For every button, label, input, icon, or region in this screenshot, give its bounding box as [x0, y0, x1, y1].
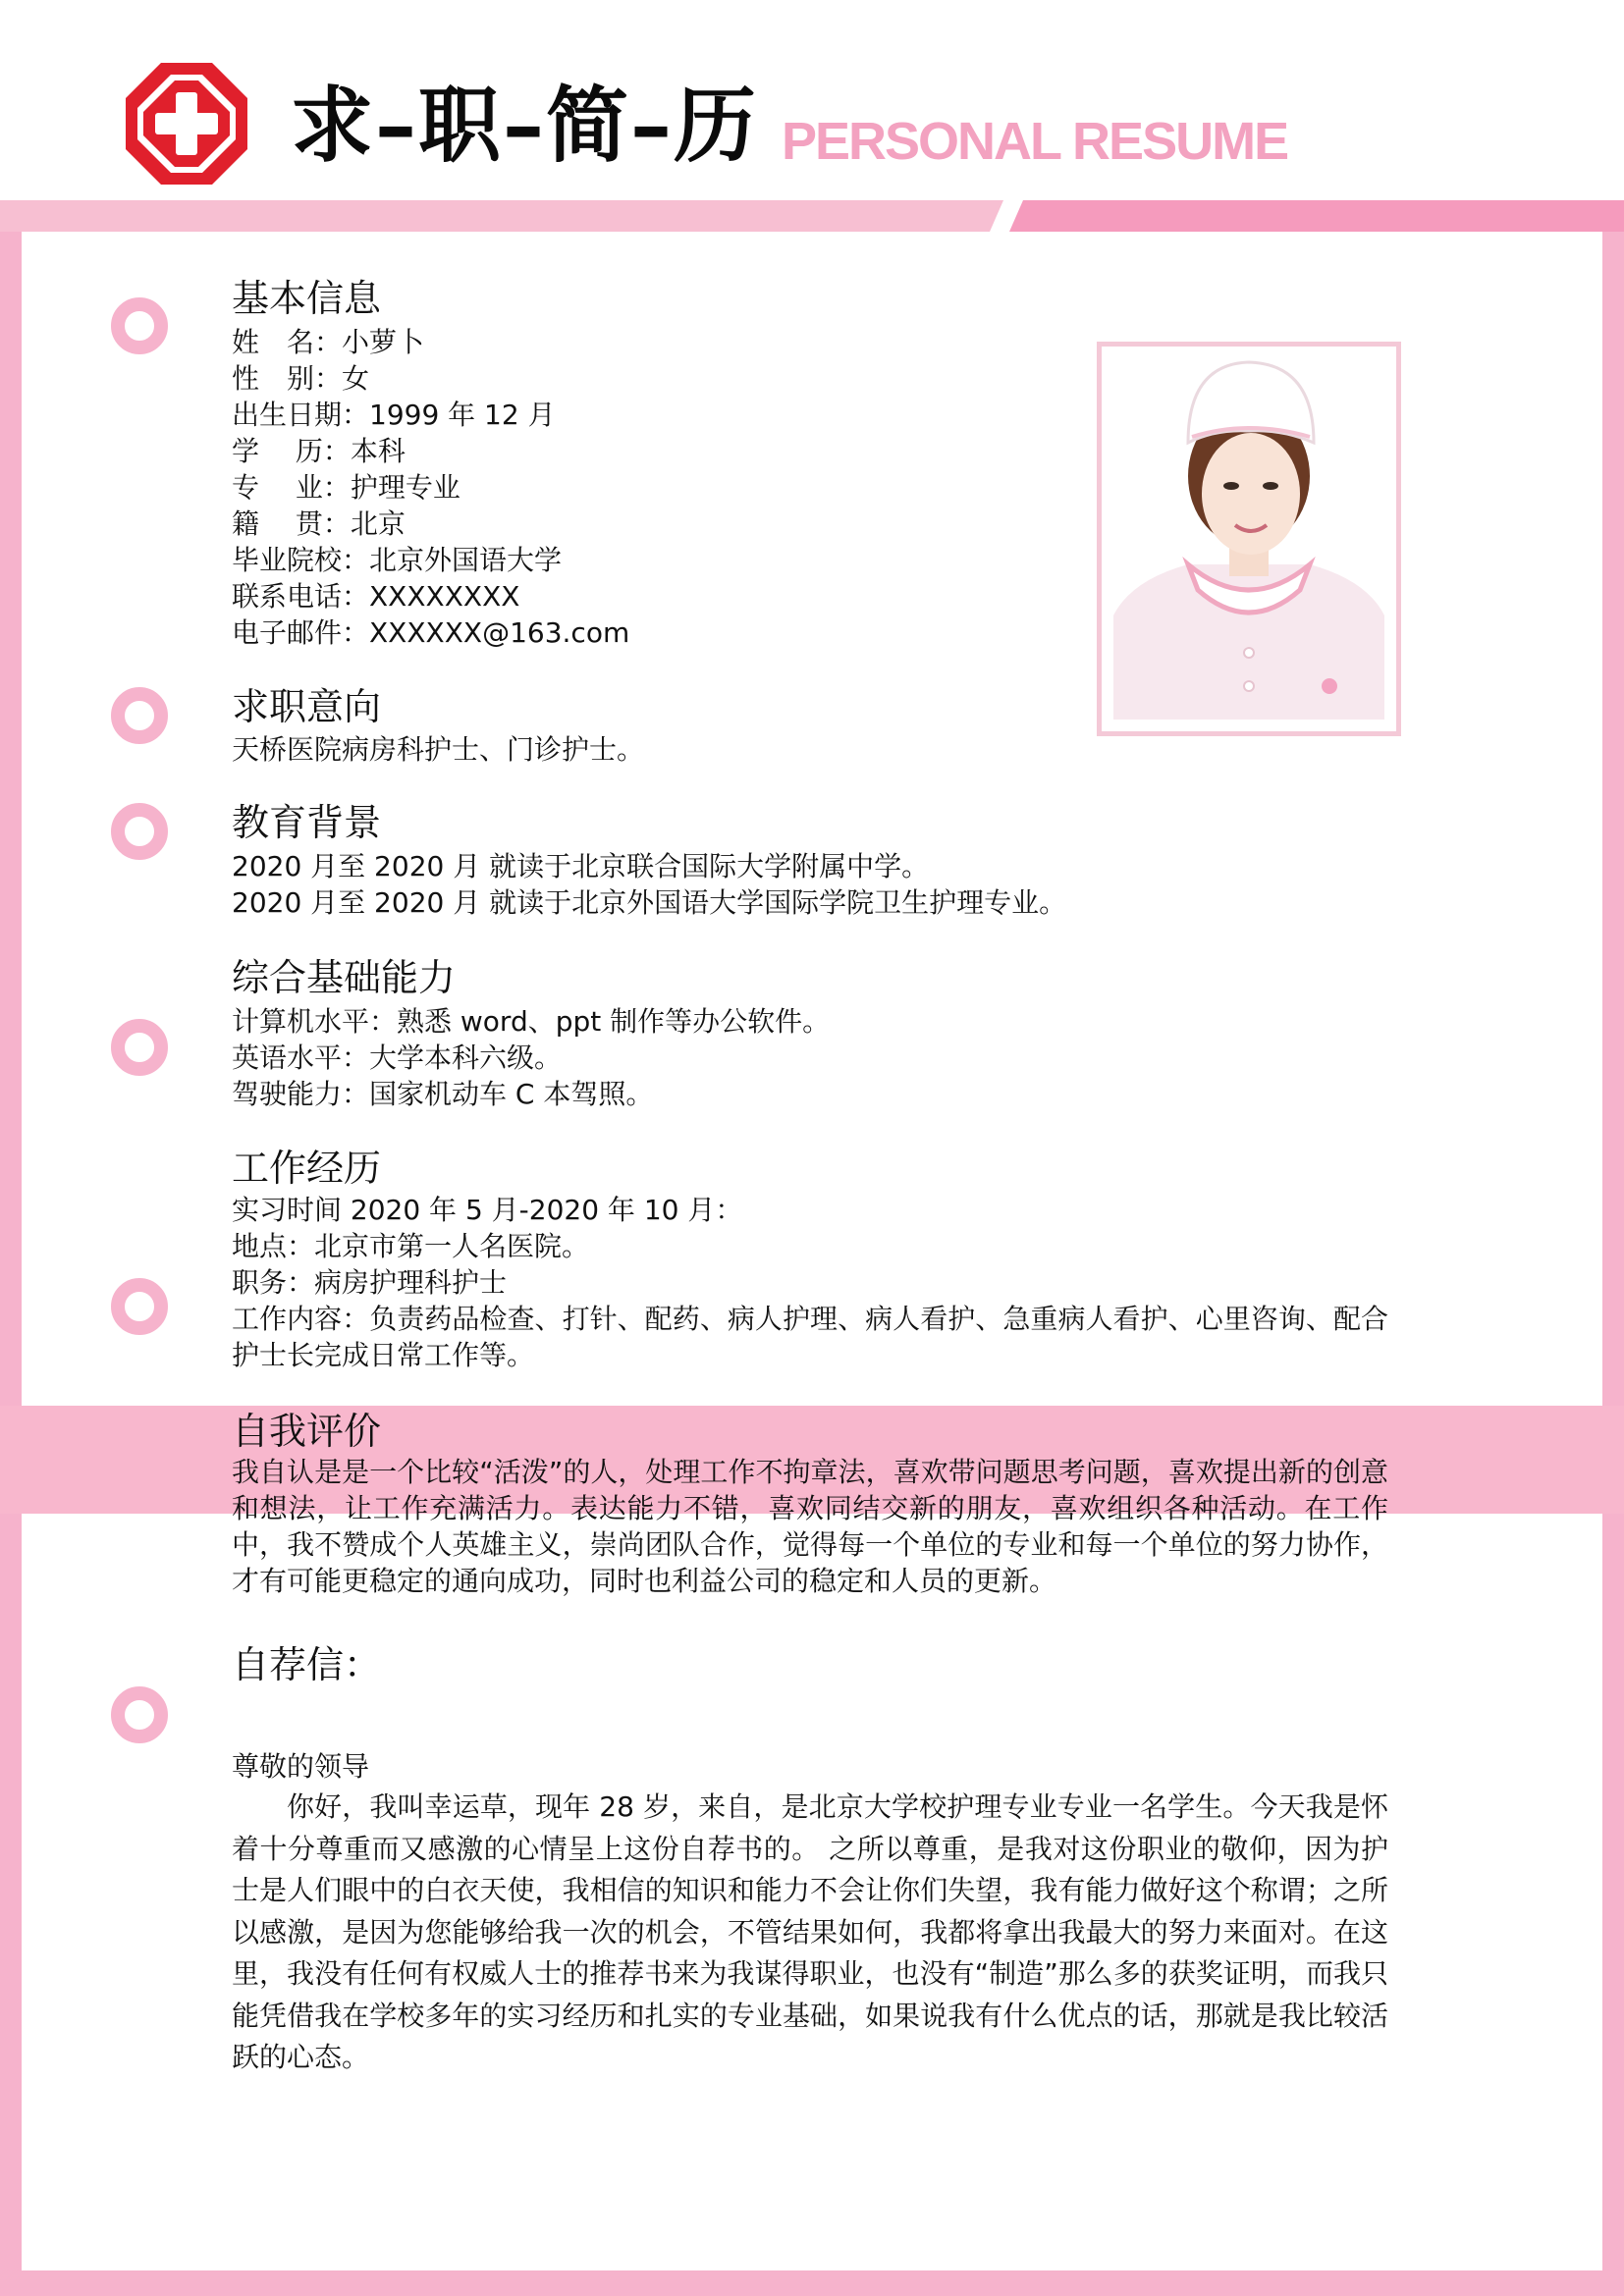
work-content: 工作内容：负责药品检查、打针、配药、病人护理、病人看护、急重病人看护、心里咨询、配合护士长完成日常工作等。: [232, 1303, 1388, 1371]
page-subtitle: PERSONAL RESUME: [782, 112, 1288, 171]
section-marker: [111, 1686, 168, 1743]
basic-info-line: 性 别：女: [232, 362, 370, 395]
section-marker: [111, 687, 168, 744]
section-title-basic-info: 基本信息: [232, 277, 382, 320]
education-line: 2020 月至 2020 月 就读于北京外国语大学国际学院卫生护理专业。: [232, 886, 1067, 919]
section-title-skills: 综合基础能力: [232, 956, 457, 999]
section-title-work: 工作经历: [232, 1147, 382, 1190]
skills-line: 计算机水平：熟悉 word、ppt 制作等办公软件。: [232, 1005, 831, 1038]
work-line: 职务：病房护理科护士: [232, 1266, 508, 1299]
cover-letter-body: 你好，我叫幸运草，现年 28 岁，来自，是北京大学校护理专业专业一名学生。今天我是怀着十分尊重而又感激的心情呈上这份自荐书的。 之所以尊重，是我对这份职业的敬仰，因为护士是人们眼中的白衣天使，我相信的知识和能力不会让你们失望，我有能力做好这个称谓；之所以感激，是因为您能够给我一次的机会，不管结果如何，我都将拿出我最大的努力来面对。在这里，我没有任何有权威人士的推荐书来为我谋得职业，也没有“制造”那么多的获奖证明，而我只能凭借我在学校多年的实习经历和扎实的专业基础，如果说我有什么优点的话，那就是我比较活跃的心态。: [232, 1790, 1388, 2073]
section-marker: [111, 803, 168, 860]
education-line: 2020 月至 2020 月 就读于北京联合国际大学附属中学。: [232, 850, 930, 882]
basic-info-line: 籍 贯：北京: [232, 507, 406, 540]
section-marker: [111, 1019, 168, 1076]
basic-info-line: 学 历：本科: [232, 435, 406, 467]
self-eval-text: 我自认是是一个比较“活泼”的人，处理工作不拘章法，喜欢带问题思考问题，喜欢提出新的创意和想法，让工作充满活力。表达能力不错，喜欢同结交新的朋友，喜欢组织各种活动。在工作中，我不赞成个人英雄主义，崇尚团队合作，觉得每一个单位的专业和每一个单位的努力协作，才有可能更稳定的通向成功，同时也利益公司的稳定和人员的更新。: [232, 1456, 1388, 1597]
section-title-cover-letter: 自荐信：: [232, 1643, 382, 1686]
section-title-job-intention: 求职意向: [232, 685, 382, 728]
header-band: [0, 200, 1624, 232]
work-line: 地点：北京市第一人名医院。: [232, 1230, 590, 1262]
basic-info-line: 姓 名：小萝卜: [232, 326, 425, 358]
basic-info-line: 毕业院校：北京外国语大学: [232, 544, 563, 576]
frame-left: [0, 232, 22, 2296]
nurse-portrait-icon: [1113, 358, 1384, 720]
frame-bottom: [0, 2270, 1624, 2296]
work-line: 实习时间 2020 年 5 月-2020 年 10 月：: [232, 1194, 743, 1226]
red-cross-icon: [122, 59, 251, 188]
basic-info-line: 专 业：护理专业: [232, 471, 460, 504]
basic-info-line: 出生日期：1999 年 12 月: [232, 399, 556, 431]
frame-right: [1602, 232, 1624, 2296]
photo-frame: [1097, 342, 1401, 736]
skills-line: 英语水平：大学本科六级。: [232, 1041, 563, 1074]
basic-info-line: 联系电话：XXXXXXXX: [232, 580, 520, 613]
cover-letter-salutation: 尊敬的领导: [232, 1750, 370, 1783]
skills-line: 驾驶能力：国家机动车 C 本驾照。: [232, 1078, 654, 1110]
section-marker: [111, 297, 168, 354]
section-title-education: 教育背景: [232, 801, 382, 844]
section-marker: [111, 1278, 168, 1335]
page-title: 求–职–简–历: [291, 78, 759, 174]
section-title-self-eval: 自我评价: [232, 1410, 382, 1453]
basic-info-line: 电子邮件：XXXXXX@163.com: [232, 616, 630, 649]
job-intention-text: 天桥医院病房科护士、门诊护士。: [232, 733, 645, 766]
